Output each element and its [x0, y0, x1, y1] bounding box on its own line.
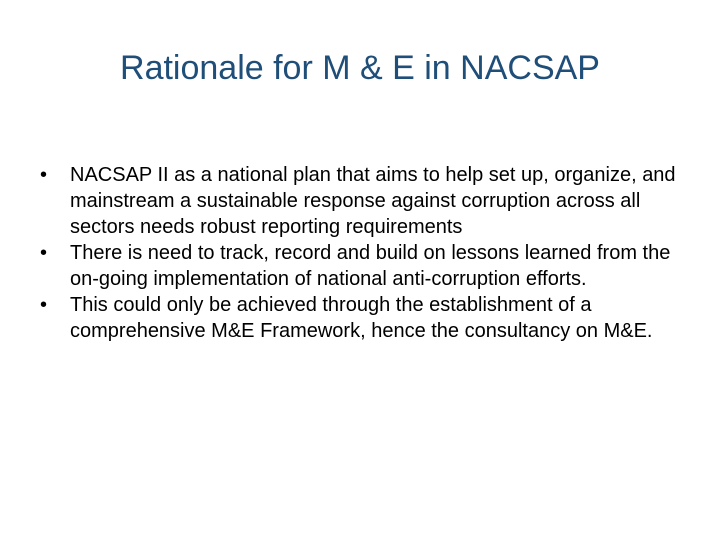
bullet-text: NACSAP II as a national plan that aims to help set up, organize, and mainstream a sustainable response against corruption across all sectors needs robust reporting requirements [70, 164, 676, 238]
bullet-text: There is need to track, record and build on lessons learned from the on-going implementation of national anti-corruption efforts. [70, 242, 671, 290]
slide-title: Rationale for M & E in NACSAP [120, 49, 600, 87]
bullet-marker: • [40, 294, 48, 316]
bullet-item-plan [36, 162, 686, 240]
bullet-marker: • [40, 242, 48, 264]
bullet-item-framework [36, 292, 686, 344]
bullet-marker: • [40, 164, 48, 186]
bullet-text: This could only be achieved through the establishment of a comprehensive M&E Framework, hence the consultancy on M&E. [70, 294, 653, 342]
bullet-item-track [36, 240, 686, 292]
bullet-list [36, 162, 686, 344]
